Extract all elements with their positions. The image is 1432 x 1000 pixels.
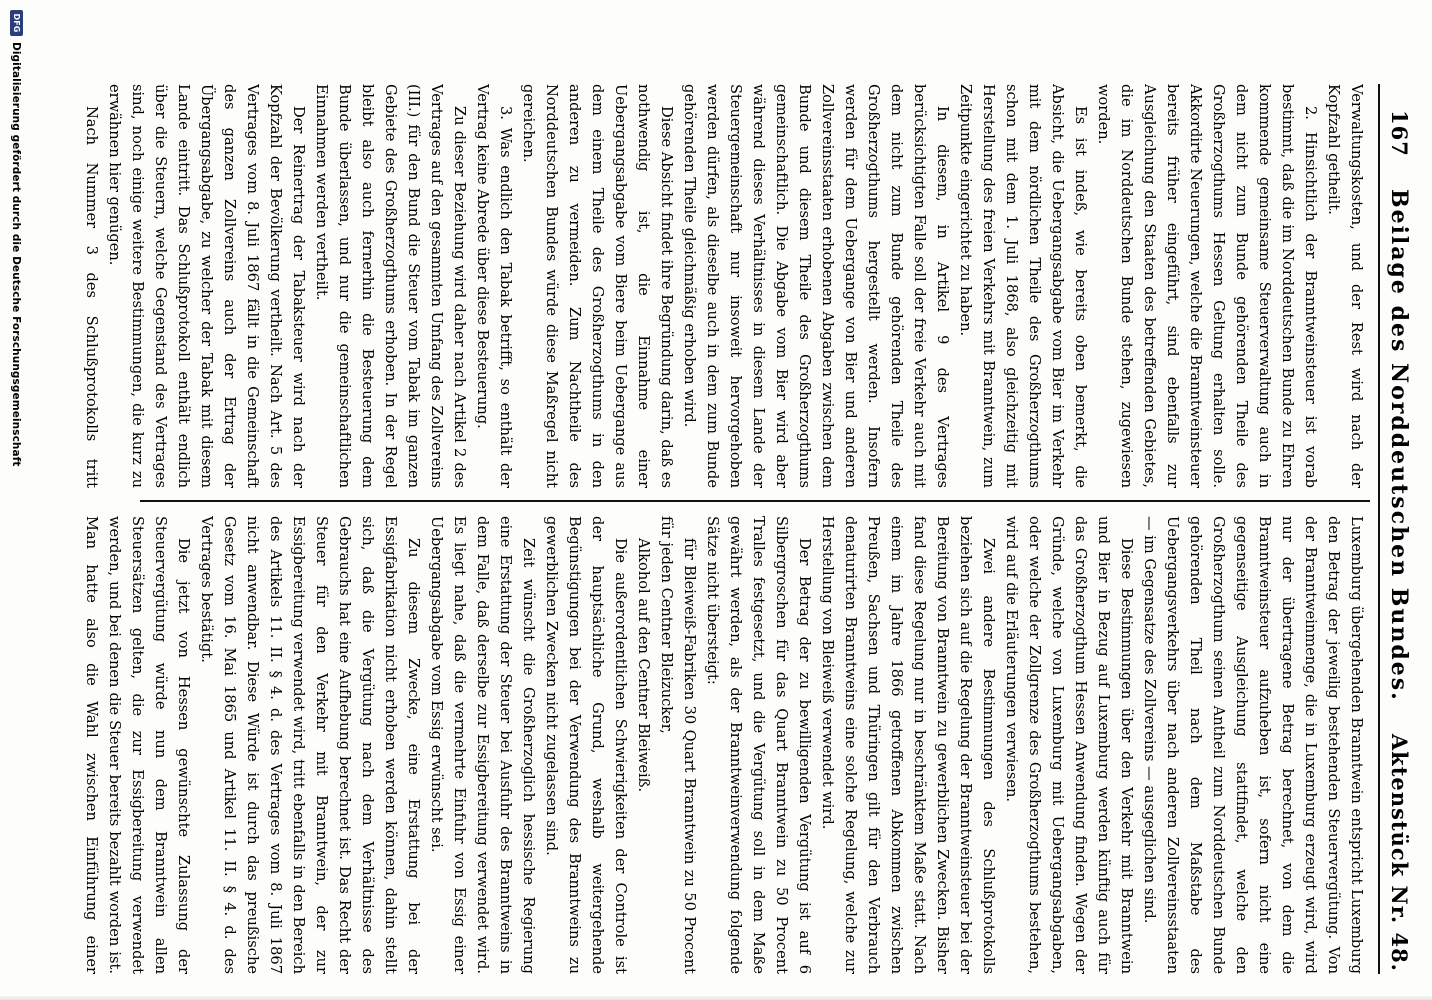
paragraph: Nach Nummer 3 des Schlußprotokolls tritt	[83, 106, 100, 488]
text-column-right	[78, 516, 1368, 974]
digitization-credit	[10, 10, 23, 466]
paragraph: Verwaltungskosten, und der Rest wird nach der Kopfzahl getheilt.	[1325, 84, 1365, 488]
paragraph: Zwei andere Bestimmungen des Schlußprotokolls beziehen sich auf die Regelung der Branntweinsteuer bei der Bereitung von Branntwein zu gewerblichen Zwecken. Bisher fand diese Regelung nur in beschränktem Maße statt. Nach einem im Jahre 1866 getroffenen Abkommen zwischen Preußen, Sachsen und Thüringen gilt für den Verbrauch denaturirten Branntweins eine solche Regelung, welche zur Herstellung von Bleiweiß verwendet wird.	[819, 516, 997, 974]
issue-label: Aktenstück Nr. 48.	[1387, 733, 1412, 972]
digitization-credit-text: Digitalisierung gefördert durch die Deutsche Forschungsgemeinschaft	[10, 42, 23, 467]
paragraph: 3. Was endlich den Tabak betrifft, so enthält der Vertrag keine Abrede über diese Besteuerung.	[474, 84, 514, 488]
scan-edge-shadow	[0, 996, 1432, 1000]
running-title: Beilage des Norddeutschen Bundes.	[1386, 188, 1412, 702]
paragraph: Zeit wünscht die Großherzoglich hessische Regierung eine Erstattung der Steuer bei Ausfuhr des Branntweins in dem Falle, daß derselbe zur Essigbereitung verwendet wird. Es liegt nahe, daß die vermehrte Einfuhr von Essig einer Uebergangsabgabe vom Essig erwünscht sei.	[428, 516, 537, 974]
paragraph: Diese Absicht findet ihre Begründung darin, daß es nothwendig ist, die Einnahme einer Uebergangsabgabe vom Biere beim Uebergange aus dem einem Theile des Großherzogthums in den anderen zu vermeiden. Zum Nachtheile des Norddeutschen Bundes würde diese Maßregel nicht gereichen.	[520, 84, 675, 488]
header-rule	[1378, 84, 1380, 974]
dfg-logo: DFG	[10, 10, 23, 36]
text-column-left	[78, 84, 1368, 488]
paragraph: 2. Hinsichtlich der Branntweinsteuer ist vorab bestimmt, daß die im Norddeutschen Bunde zu Ehren kommende gemeinsame Steuerverwaltung auch in dem nicht zum Bunde gehörenden Theile des Großherzogthums Hessen Geltung erhalten solle. Akkordirte Neuerungen, welche die Branntweinsteuer bereits früher eingeführt, sind ebenfalls zur Ausgleichung den Staaten des betreffenden Gebietes, die im Norddeutschen Bunde stehen, zugewiesen worden.	[1095, 84, 1319, 488]
paragraph: Die jetzt von Hessen gewünschte Zulassung der Steuervergütung würde nun dem Branntwein allen Steuersätzen gelten, die zur Essigbereitung verwendet werden, und bei denen die Steuer bereits bezahlt worden ist. Man hatte also die Wahl zwischen Einführung einer	[83, 516, 192, 974]
paragraph: Die außerordentlichen Schwierigkeiten der Controle ist der hauptsächliche Grund, weshalb weitergehende Begünstigungen bei der Verwendung des Branntweins zu gewerblichen Zwecken nicht zugelassen sind.	[543, 516, 629, 974]
page-number: 167	[1387, 110, 1412, 157]
running-header	[1386, 110, 1412, 972]
paragraph: Zu diesem Zwecke, eine Erstattung bei der Essigfabrikation nicht erhoben werden können, dahin stellt sich, daß die Vergütung nach dem Verhältnisse des Gebrauchs hat eine Aufhebung berechnet ist. Das Recht der Steuer für den Verkehr mit Branntwein, der zur Essigbereitung verwendet wird, tritt ebenfalls in den Bereich des Artikels 11. II. § 4. d. des Vertrages vom 8. Juli 1867 nicht anwendbar. Diese Würde ist durch das preußische Gesetz vom 16. Mai 1865 und Artikel 11. II. § 4. d. des Vertrages bestätigt.	[198, 516, 422, 974]
paragraph: Der Betrag der zu bewilligenden Vergütung ist auf 6 Silbergroschen für das Quart Branntwein zu 50 Procent Tralles festgesetzt, und die Vergütung soll in dem Maße gewährt werden, als der Branntweinverwendung folgende Sätze nicht übersteigt:	[704, 516, 813, 974]
paragraph: Luxemburg übergehenden Branntwein entspricht Luxemburg den Betrag der jeweilig bestehenden Steuervergütung. Von der Branntweinmenge, die in Luxemburg erzeugt wird, wird nur der übertragene Betrag berechnet, von dem die Branntweinsteuer aufzuheben ist, sofern nicht eine gegenseitige Ausgleichung stattfindet, welche den Großherzogthum seinen Antheil zum Norddeutschen Bunde gehörenden Theil nach dem Maßstabe des Uebergangsverkehrs über nach anderen Zollvereinsstaaten — im Gegensatze des Zollvereins — ausgeglichen sind.	[1141, 516, 1365, 974]
paragraph: Zu dieser Beziehung wird daher nach Artikel 2 des Vertrages auf den gesammten Umfang des Zollvereins (III.) für den Bund die Steuer vom Tabak im ganzen Gebiete des Großherzogthums erhoben. In der Regel bleibt also auch fernerhin die Besteuerung dem Bunde überlassen, und nur die gemeinschaftlichen Einnahmen werden vertheilt.	[313, 84, 468, 488]
paragraph: Alkohol auf den Centner Bleiweiß.	[635, 538, 652, 793]
paragraph: In diesem, in Artikel 9 des Vertrages berücksichtigten Falle soll der freie Verkehr auch mit dem nicht zum Bunde gehörenden Theile des Großherzogthums hergestellt werden. Insofern werden für dem Uebergange von Bier und anderen Zollvereinsstaaten erhobenen Abgaben zwischen dem Bunde und diesem Theile des Großherzogthums gemeinschaftlich. Die Abgabe vom Bier wird aber während dieses Verhältnisses in diesem Lande der Steuergemeinschaft nur insoweit hervorgehoben werden dürfen, als dieselbe auch in dem zum Bunde gehörenden Theile gleichmäßig erhoben wird.	[681, 84, 951, 488]
paragraph: Diese Bestimmungen über den Verkehr mit Branntwein und Bier in Bezug auf Luxemburg werden künftig auch für das Großherzogthum Hessen Anwendung finden. Wegen der Gründe, welche von Luxemburg mit Uebergangsabgaben, oder welche der Zollgrenze des Großherzogthums bestehen, wird auf die Erläuterungen verwiesen.	[1003, 516, 1135, 974]
paragraph: für Bleiweiß-Fabriken 30 Quart Branntwein zu 50 Procent für jeden Centner Bleizucker,	[658, 516, 698, 974]
column-divider	[140, 500, 1370, 502]
paragraph: Es ist indeß, wie bereits oben bemerkt, die Absicht, die Uebergangsabgabe vom Bier im Verkehr mit dem nördlichen Theile des Großherzogthums schon mit dem 1. Juli 1868, also gleichzeitig mit Herstellung des freien Verkehrs mit Branntwein, zum Zeitpunkte eingerichtet zu haben.	[957, 84, 1089, 488]
paragraph: Der Reinertrag der Tabaksteuer wird nach der Kopfzahl der Bevölkerung vertheilt. Nach Art. 5 des Vertrages vom 8. Juli 1867 fällt in die Gemeinschaft des ganzen Zollvereins auch der Ertrag der Übergangsabgabe, zu welcher der Tabak mit diesem Lande eintritt. Das Schlußprotokoll enthält endlich über die Steuern, welche Gegenstand des Vertrages sind, noch einige weitere Bestimmungen, die kurz zu erwähnen hier genügen.	[106, 84, 307, 488]
